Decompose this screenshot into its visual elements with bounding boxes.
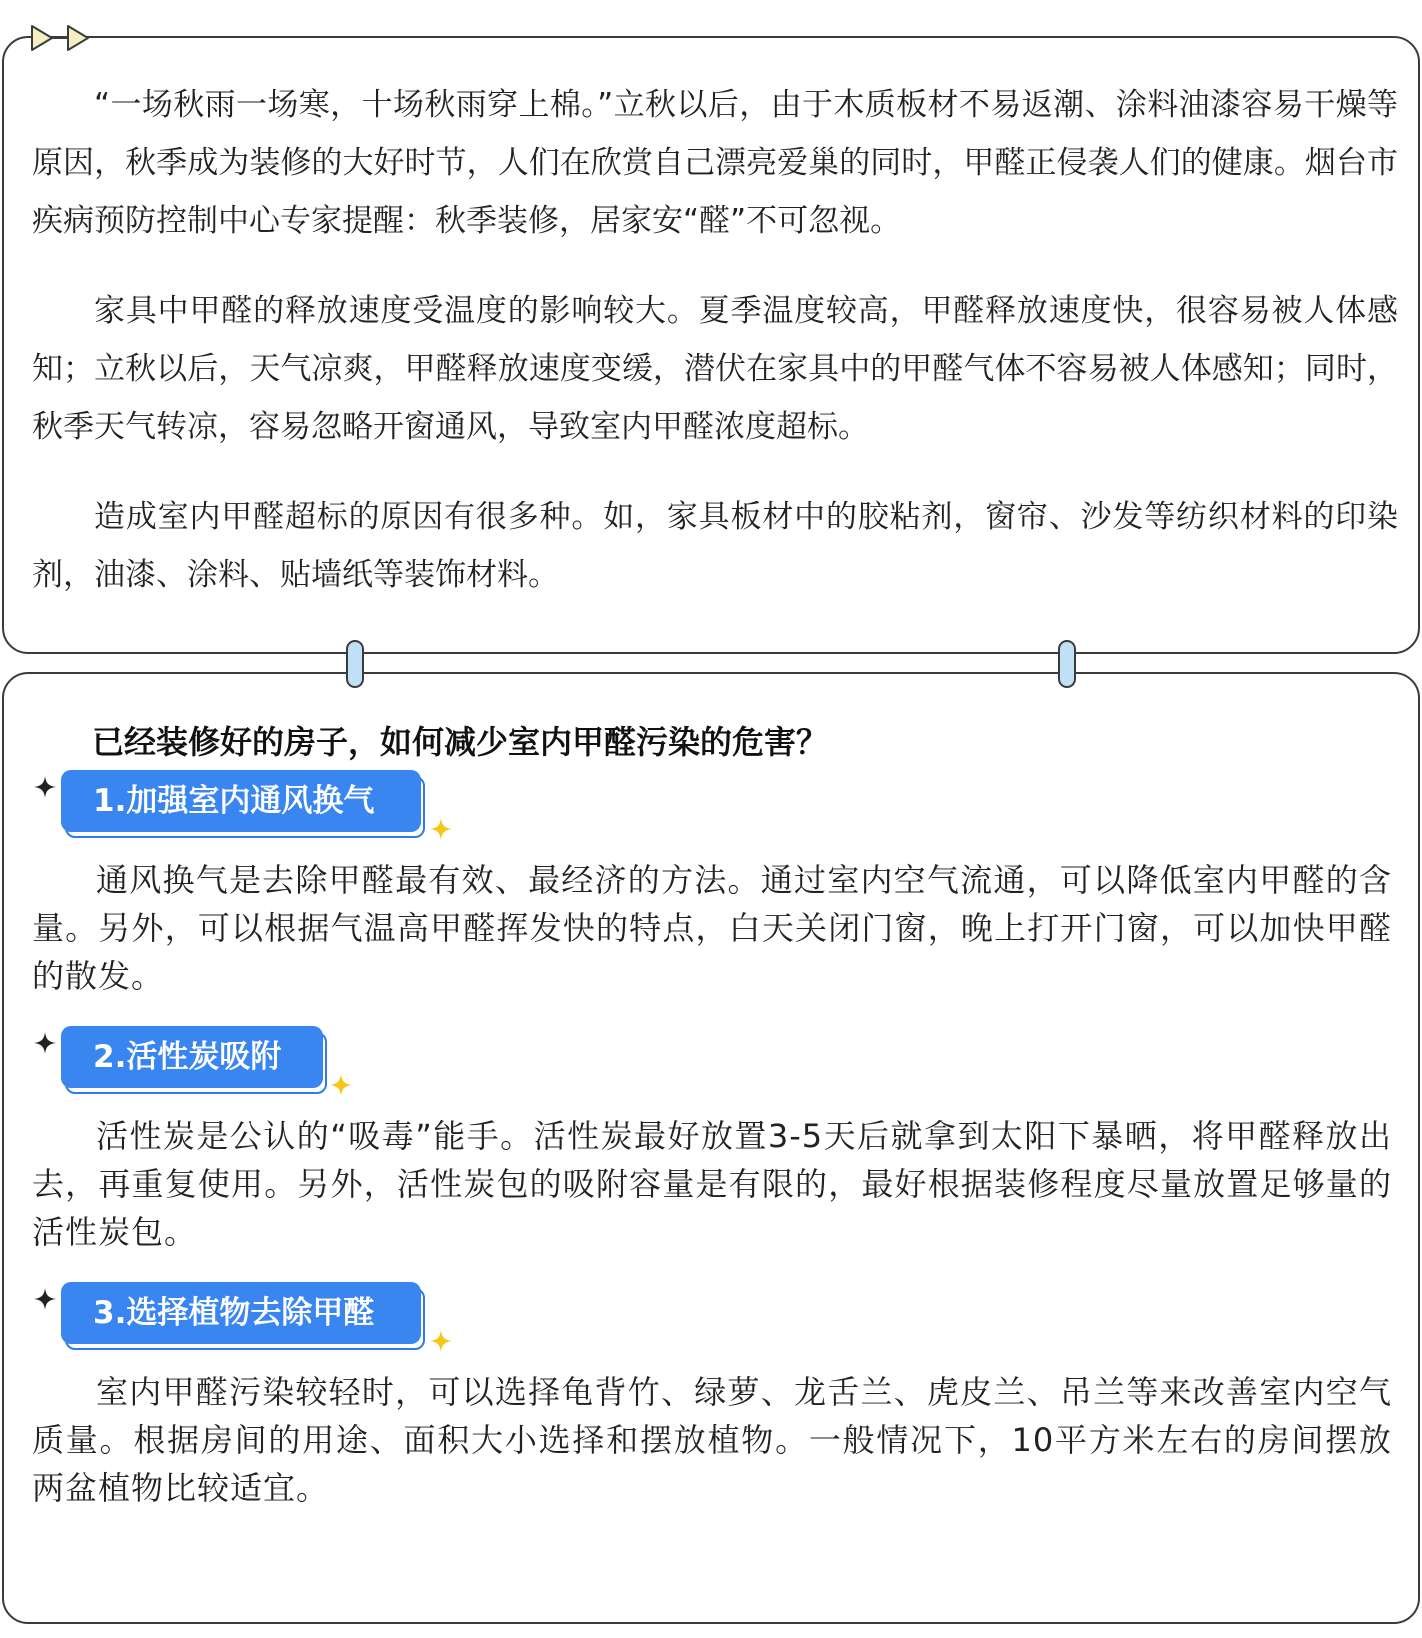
- tip-title: 2.活性炭吸附: [61, 1026, 323, 1088]
- card-connector: [346, 640, 364, 688]
- intro-paragraph: 造成室内甲醛超标的原因有很多种。如，家具板材中的胶粘剂，窗帘、沙发等纺织材料的印染剂，油漆、涂料、贴墙纸等装饰材料。: [32, 499, 1398, 593]
- intro-paragraph: 家具中甲醛的释放速度受温度的影响较大。夏季温度较高，甲醛释放速度快，很容易被人体感知；立秋以后，天气凉爽，甲醛释放速度变缓，潜伏在家具中的甲醛气体不容易被人体感知；同时，秋季天气转凉，容易忽略开窗通风，导致室内甲醛浓度超标。: [32, 293, 1398, 445]
- sparkle-icon: [34, 776, 56, 798]
- gold-sparkle-icon: [430, 1330, 452, 1352]
- tip-badge-3: [34, 1282, 454, 1362]
- tip-title: 1.加强室内通风换气: [61, 770, 421, 832]
- tip-body: 活性炭是公认的“吸毒”能手。活性炭最好放置3-5天后就拿到太阳下暴晒，将甲醛释放出去，再重复使用。另外，活性炭包的吸附容量是有限的，最好根据装修程度尽量放置足够量的活性炭包。: [32, 1117, 1392, 1251]
- tip-badge-1: [34, 770, 454, 850]
- tip-badge-2: [34, 1026, 374, 1106]
- gold-sparkle-icon: [330, 1074, 352, 1096]
- card-connector: [1058, 640, 1076, 688]
- tip-body: 室内甲醛污染较轻时，可以选择龟背竹、绿萝、龙舌兰、虎皮兰、吊兰等来改善室内空气质量。根据房间的用途、面积大小选择和摆放植物。一般情况下，10平方米左右的房间摆放两盆植物比较适宜。: [32, 1373, 1392, 1507]
- sparkle-icon: [34, 1032, 56, 1054]
- tip-body: 通风换气是去除甲醛最有效、最经济的方法。通过室内空气流通，可以降低室内甲醛的含量。另外，可以根据气温高甲醛挥发快的特点，白天关闭门窗，晚上打开门窗，可以加快甲醛的散发。: [32, 861, 1392, 995]
- double-arrow-icon: [28, 22, 98, 54]
- tips-card: [2, 672, 1420, 1624]
- section-question-heading: 已经装修好的房子，如何减少室内甲醛污染的危害？: [92, 723, 829, 761]
- tip-title: 3.选择植物去除甲醛: [61, 1282, 421, 1344]
- intro-card: [2, 36, 1420, 654]
- gold-sparkle-icon: [430, 818, 452, 840]
- intro-paragraph: “一场秋雨一场寒，十场秋雨穿上棉。”立秋以后，由于木质板材不易返潮、涂料油漆容易干燥等原因，秋季成为装修的大好时节，人们在欣赏自己漂亮爱巢的同时，甲醛正侵袭人们的健康。烟台市疾病预防控制中心专家提醒：秋季装修，居家安“醛”不可忽视。: [32, 87, 1398, 239]
- sparkle-icon: [34, 1288, 56, 1310]
